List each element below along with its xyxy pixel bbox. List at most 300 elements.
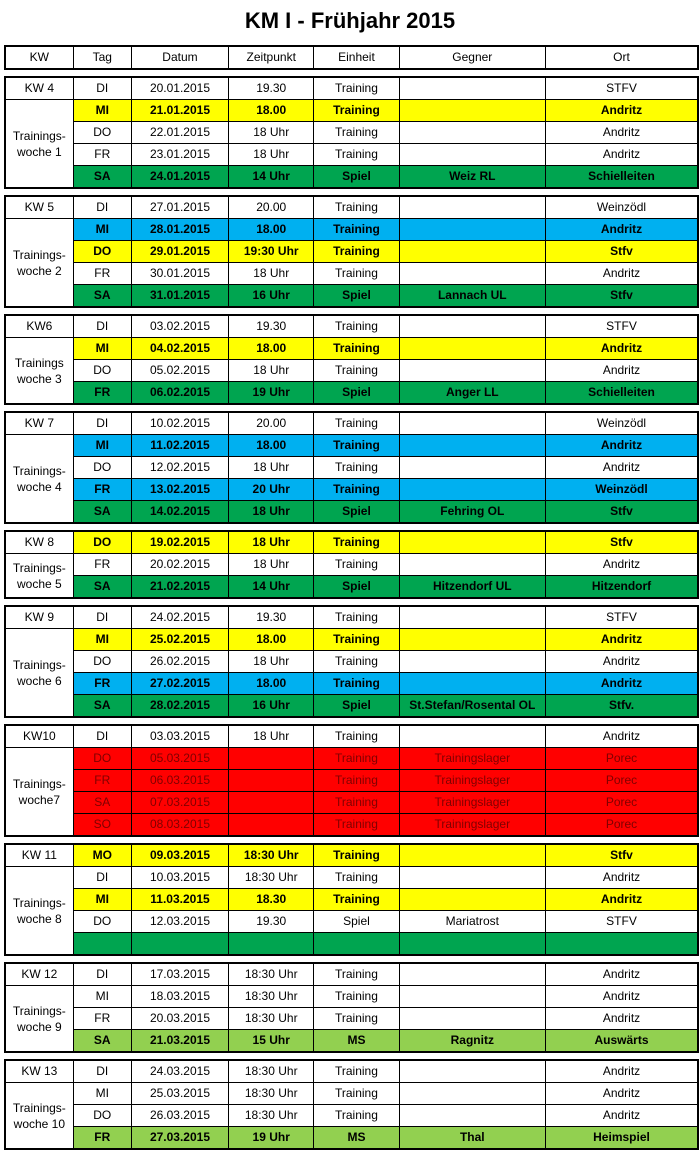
cell-gegner <box>399 122 545 144</box>
cell-datum: 21.03.2015 <box>131 1030 228 1053</box>
cell-gegner <box>399 867 545 889</box>
cell-ort: STFV <box>546 606 699 629</box>
cell-einheit: Training <box>314 412 399 435</box>
schedule-row <box>5 382 698 405</box>
cell-einheit: Training <box>314 219 399 241</box>
schedule-row <box>5 501 698 524</box>
cell-datum: 13.02.2015 <box>131 479 228 501</box>
cell-ort: Andritz <box>546 986 699 1008</box>
cell-ort: Andritz <box>546 629 699 651</box>
cell-datum: 25.03.2015 <box>131 1083 228 1105</box>
cell-zeit: 18 Uhr <box>229 360 314 382</box>
cell-ort: Stfv <box>546 285 699 308</box>
cell-einheit: Spiel <box>314 911 399 933</box>
schedule-row <box>5 867 698 889</box>
cell-zeit: 18:30 Uhr <box>229 963 314 986</box>
week-block <box>4 76 699 189</box>
cell-zeit: 18.00 <box>229 435 314 457</box>
cell-datum: 09.03.2015 <box>131 844 228 867</box>
schedule-row <box>5 457 698 479</box>
cell-gegner: Fehring OL <box>399 501 545 524</box>
schedule-row <box>5 360 698 382</box>
cell-ort: Andritz <box>546 338 699 360</box>
cell-gegner <box>399 196 545 219</box>
cell-einheit: Training <box>314 315 399 338</box>
cell-einheit: Training <box>314 606 399 629</box>
cell-gegner <box>399 144 545 166</box>
cell-einheit: Training <box>314 844 399 867</box>
cell-datum: 23.01.2015 <box>131 144 228 166</box>
cell-gegner: Mariatrost <box>399 911 545 933</box>
cell-ort: Auswärts <box>546 1030 699 1053</box>
schedule-row <box>5 889 698 911</box>
cell-einheit: Training <box>314 963 399 986</box>
cell-tag: SA <box>73 792 131 814</box>
cell-tag: DO <box>73 748 131 770</box>
cell-einheit: Training <box>314 479 399 501</box>
cell-datum: 22.01.2015 <box>131 122 228 144</box>
week-label: Trainings- woche 4 <box>5 435 73 524</box>
cell-ort: Andritz <box>546 219 699 241</box>
cell-gegner <box>399 1105 545 1127</box>
week-number: KW 5 <box>5 196 73 219</box>
week-label: Trainings- woche 5 <box>5 554 73 599</box>
cell-datum: 06.02.2015 <box>131 382 228 405</box>
schedule-row <box>5 479 698 501</box>
cell-gegner <box>399 241 545 263</box>
schedule-row <box>5 77 698 100</box>
cell-zeit: 15 Uhr <box>229 1030 314 1053</box>
schedule-row <box>5 100 698 122</box>
week-label: Trainings- woche 9 <box>5 986 73 1053</box>
week-block <box>4 195 699 308</box>
cell-ort: Stfv <box>546 531 699 554</box>
cell-tag: FR <box>73 554 131 576</box>
cell-tag: MI <box>73 889 131 911</box>
cell-datum: 12.02.2015 <box>131 457 228 479</box>
cell-gegner: Trainingslager <box>399 770 545 792</box>
cell-tag: DO <box>73 1105 131 1127</box>
cell-zeit: 18:30 Uhr <box>229 1060 314 1083</box>
cell-zeit: 16 Uhr <box>229 285 314 308</box>
cell-gegner: Hitzendorf UL <box>399 576 545 599</box>
cell-einheit: Training <box>314 144 399 166</box>
week-label: Trainings woche 3 <box>5 338 73 405</box>
cell-einheit: Training <box>314 241 399 263</box>
cell-datum: 24.01.2015 <box>131 166 228 189</box>
cell-datum: 20.03.2015 <box>131 1008 228 1030</box>
week-label: Trainings- woche 10 <box>5 1083 73 1150</box>
cell-tag: FR <box>73 1008 131 1030</box>
week-block <box>4 962 699 1053</box>
week-label: Trainings- woche7 <box>5 748 73 837</box>
cell-ort: Andritz <box>546 673 699 695</box>
cell-tag: DI <box>73 315 131 338</box>
schedule-row <box>5 606 698 629</box>
schedule-row <box>5 748 698 770</box>
cell-einheit: Training <box>314 1083 399 1105</box>
cell-gegner <box>399 673 545 695</box>
week-label: Trainings- woche 2 <box>5 219 73 308</box>
cell-tag: SO <box>73 814 131 837</box>
cell-tag: DI <box>73 1060 131 1083</box>
page-title: KM I - Frühjahr 2015 <box>244 8 456 33</box>
cell-datum: 17.03.2015 <box>131 963 228 986</box>
week-block <box>4 843 699 956</box>
cell-zeit: 18.00 <box>229 673 314 695</box>
cell-zeit: 18 Uhr <box>229 531 314 554</box>
cell-einheit: Spiel <box>314 382 399 405</box>
cell-zeit: 18 Uhr <box>229 457 314 479</box>
cell-tag: MI <box>73 219 131 241</box>
schedule-row <box>5 166 698 189</box>
schedule-row <box>5 651 698 673</box>
column-header-0: KW <box>5 46 73 69</box>
cell-datum: 14.02.2015 <box>131 501 228 524</box>
cell-tag: DI <box>73 867 131 889</box>
cell-tag: MI <box>73 435 131 457</box>
cell-gegner <box>399 435 545 457</box>
cell-gegner: Ragnitz <box>399 1030 545 1053</box>
cell-datum: 27.03.2015 <box>131 1127 228 1150</box>
cell-gegner <box>399 889 545 911</box>
cell-einheit: Spiel <box>314 576 399 599</box>
cell-tag: DO <box>73 360 131 382</box>
cell-gegner <box>399 606 545 629</box>
cell-tag: DO <box>73 651 131 673</box>
cell-tag: SA <box>73 576 131 599</box>
column-header-6: Ort <box>546 46 699 69</box>
cell-datum: 08.03.2015 <box>131 814 228 837</box>
cell-datum: 12.03.2015 <box>131 911 228 933</box>
cell-zeit <box>229 814 314 837</box>
cell-gegner: St.Stefan/Rosental OL <box>399 695 545 718</box>
header-table <box>4 45 699 70</box>
cell-ort: Andritz <box>546 651 699 673</box>
cell-tag: MI <box>73 629 131 651</box>
cell-einheit: Training <box>314 338 399 360</box>
cell-einheit: Training <box>314 196 399 219</box>
cell-datum: 28.02.2015 <box>131 695 228 718</box>
cell-ort: STFV <box>546 911 699 933</box>
cell-einheit: Training <box>314 673 399 695</box>
cell-datum: 10.02.2015 <box>131 412 228 435</box>
cell-gegner: Weiz RL <box>399 166 545 189</box>
cell-datum: 11.02.2015 <box>131 435 228 457</box>
cell-einheit: Training <box>314 651 399 673</box>
cell-datum: 04.02.2015 <box>131 338 228 360</box>
cell-tag: MO <box>73 844 131 867</box>
cell-zeit: 18 Uhr <box>229 122 314 144</box>
cell-gegner <box>399 360 545 382</box>
cell-zeit: 18 Uhr <box>229 725 314 748</box>
cell-zeit: 18.30 <box>229 889 314 911</box>
cell-datum: 20.02.2015 <box>131 554 228 576</box>
cell-ort: Andritz <box>546 1060 699 1083</box>
cell-ort: Heimspiel <box>546 1127 699 1150</box>
schedule-row <box>5 219 698 241</box>
cell-datum: 03.02.2015 <box>131 315 228 338</box>
cell-tag: DI <box>73 725 131 748</box>
cell-ort: Hitzendorf <box>546 576 699 599</box>
cell-gegner: Trainingslager <box>399 792 545 814</box>
cell-einheit: Training <box>314 122 399 144</box>
cell-ort: Stfv. <box>546 695 699 718</box>
cell-tag: FR <box>73 479 131 501</box>
week-number: KW 13 <box>5 1060 73 1083</box>
cell-ort: Andritz <box>546 867 699 889</box>
cell-ort: Andritz <box>546 554 699 576</box>
cell-datum: 26.03.2015 <box>131 1105 228 1127</box>
cell-gegner <box>399 725 545 748</box>
schedule-row <box>5 263 698 285</box>
cell-datum: 18.03.2015 <box>131 986 228 1008</box>
cell-einheit: Training <box>314 100 399 122</box>
cell-zeit: 18.00 <box>229 338 314 360</box>
cell-datum: 21.01.2015 <box>131 100 228 122</box>
cell-tag: SA <box>73 501 131 524</box>
cell-einheit: Spiel <box>314 695 399 718</box>
cell-gegner <box>399 651 545 673</box>
week-label: Trainings- woche 1 <box>5 100 73 189</box>
cell-ort: Andritz <box>546 263 699 285</box>
cell-tag: MI <box>73 986 131 1008</box>
cell-gegner <box>399 338 545 360</box>
header-row <box>5 46 698 69</box>
cell-zeit: 18:30 Uhr <box>229 867 314 889</box>
schedule-row <box>5 241 698 263</box>
cell-einheit: Training <box>314 629 399 651</box>
schedule-row <box>5 531 698 554</box>
cell-ort: Weinzödl <box>546 196 699 219</box>
column-header-2: Datum <box>131 46 228 69</box>
cell-zeit <box>229 933 314 956</box>
cell-zeit: 20.00 <box>229 412 314 435</box>
cell-gegner: Trainingslager <box>399 814 545 837</box>
cell-einheit: Spiel <box>314 501 399 524</box>
cell-ort: Porec <box>546 748 699 770</box>
cell-gegner <box>399 844 545 867</box>
cell-tag: FR <box>73 770 131 792</box>
schedule-row <box>5 285 698 308</box>
cell-ort: Andritz <box>546 1008 699 1030</box>
cell-datum: 11.03.2015 <box>131 889 228 911</box>
cell-einheit: Training <box>314 360 399 382</box>
cell-zeit: 18 Uhr <box>229 263 314 285</box>
cell-datum: 31.01.2015 <box>131 285 228 308</box>
week-block <box>4 605 699 718</box>
cell-ort: STFV <box>546 315 699 338</box>
cell-tag: SA <box>73 695 131 718</box>
schedule-row <box>5 673 698 695</box>
cell-zeit: 18:30 Uhr <box>229 1083 314 1105</box>
cell-datum: 03.03.2015 <box>131 725 228 748</box>
cell-ort: Stfv <box>546 241 699 263</box>
cell-datum: 29.01.2015 <box>131 241 228 263</box>
cell-zeit: 20.00 <box>229 196 314 219</box>
week-number: KW 8 <box>5 531 73 554</box>
cell-tag: DI <box>73 412 131 435</box>
cell-datum: 30.01.2015 <box>131 263 228 285</box>
schedule-row <box>5 1060 698 1083</box>
cell-ort: Andritz <box>546 1083 699 1105</box>
schedule-row <box>5 963 698 986</box>
cell-tag: FR <box>73 263 131 285</box>
schedule-row <box>5 770 698 792</box>
cell-ort: Andritz <box>546 360 699 382</box>
schedule-row <box>5 844 698 867</box>
cell-gegner <box>399 963 545 986</box>
cell-zeit: 16 Uhr <box>229 695 314 718</box>
cell-tag: MI <box>73 338 131 360</box>
cell-datum: 27.02.2015 <box>131 673 228 695</box>
cell-einheit: Training <box>314 814 399 837</box>
cell-tag: DI <box>73 963 131 986</box>
cell-einheit: Spiel <box>314 166 399 189</box>
cell-gegner <box>399 457 545 479</box>
cell-datum: 20.01.2015 <box>131 77 228 100</box>
cell-einheit <box>314 933 399 956</box>
cell-ort: Porec <box>546 770 699 792</box>
column-header-5: Gegner <box>399 46 545 69</box>
cell-zeit: 18:30 Uhr <box>229 1008 314 1030</box>
cell-ort: Porec <box>546 792 699 814</box>
schedule-row <box>5 814 698 837</box>
cell-einheit: MS <box>314 1030 399 1053</box>
cell-gegner <box>399 479 545 501</box>
cell-tag: DO <box>73 911 131 933</box>
cell-zeit: 19.30 <box>229 911 314 933</box>
cell-gegner <box>399 315 545 338</box>
week-number: KW 9 <box>5 606 73 629</box>
schedule-row <box>5 315 698 338</box>
cell-einheit: Training <box>314 435 399 457</box>
cell-einheit: Training <box>314 725 399 748</box>
cell-zeit: 18 Uhr <box>229 554 314 576</box>
schedule-row <box>5 1083 698 1105</box>
cell-zeit: 18.00 <box>229 100 314 122</box>
cell-zeit: 18:30 Uhr <box>229 844 314 867</box>
cell-ort: Weinzödl <box>546 479 699 501</box>
cell-datum: 28.01.2015 <box>131 219 228 241</box>
cell-tag: FR <box>73 1127 131 1150</box>
cell-gegner <box>399 554 545 576</box>
week-number: KW 12 <box>5 963 73 986</box>
cell-einheit: Training <box>314 554 399 576</box>
cell-einheit: Training <box>314 457 399 479</box>
schedule-row <box>5 629 698 651</box>
cell-tag <box>73 933 131 956</box>
cell-zeit: 19 Uhr <box>229 1127 314 1150</box>
schedule-row <box>5 122 698 144</box>
schedule-row <box>5 695 698 718</box>
cell-zeit: 20 Uhr <box>229 479 314 501</box>
cell-zeit: 14 Uhr <box>229 576 314 599</box>
cell-einheit: Training <box>314 889 399 911</box>
cell-gegner <box>399 629 545 651</box>
cell-tag: DI <box>73 77 131 100</box>
cell-tag: MI <box>73 1083 131 1105</box>
cell-einheit: Training <box>314 986 399 1008</box>
cell-zeit: 18 Uhr <box>229 651 314 673</box>
cell-gegner <box>399 1060 545 1083</box>
cell-tag: SA <box>73 166 131 189</box>
cell-gegner <box>399 531 545 554</box>
cell-zeit: 18:30 Uhr <box>229 986 314 1008</box>
column-header-4: Einheit <box>314 46 399 69</box>
week-number: KW10 <box>5 725 73 748</box>
cell-datum: 27.01.2015 <box>131 196 228 219</box>
cell-einheit: Training <box>314 531 399 554</box>
cell-tag: MI <box>73 100 131 122</box>
cell-einheit: Training <box>314 867 399 889</box>
cell-tag: SA <box>73 285 131 308</box>
cell-ort <box>546 933 699 956</box>
schedule-row <box>5 1105 698 1127</box>
cell-zeit: 14 Uhr <box>229 166 314 189</box>
column-header-3: Zeitpunkt <box>229 46 314 69</box>
cell-einheit: Training <box>314 770 399 792</box>
cell-zeit: 18.00 <box>229 219 314 241</box>
cell-tag: DO <box>73 531 131 554</box>
cell-datum: 26.02.2015 <box>131 651 228 673</box>
schedule-row <box>5 1127 698 1150</box>
cell-zeit: 18 Uhr <box>229 501 314 524</box>
cell-ort: Andritz <box>546 725 699 748</box>
cell-gegner: Trainingslager <box>399 748 545 770</box>
cell-gegner <box>399 1083 545 1105</box>
week-block <box>4 724 699 837</box>
cell-zeit: 19.30 <box>229 315 314 338</box>
cell-ort: Schielleiten <box>546 382 699 405</box>
cell-einheit: Training <box>314 1008 399 1030</box>
schedule-row <box>5 554 698 576</box>
cell-einheit: Training <box>314 748 399 770</box>
schedule-row <box>5 144 698 166</box>
cell-zeit <box>229 748 314 770</box>
cell-tag: FR <box>73 144 131 166</box>
cell-ort: Andritz <box>546 1105 699 1127</box>
cell-ort: Andritz <box>546 889 699 911</box>
cell-datum: 24.03.2015 <box>131 1060 228 1083</box>
schedule-row <box>5 792 698 814</box>
schedule-row <box>5 1008 698 1030</box>
schedule-row <box>5 986 698 1008</box>
cell-einheit: Training <box>314 1105 399 1127</box>
schedule-row <box>5 412 698 435</box>
cell-gegner <box>399 412 545 435</box>
cell-zeit: 19 Uhr <box>229 382 314 405</box>
week-number: KW 11 <box>5 844 73 867</box>
cell-einheit: Training <box>314 77 399 100</box>
cell-zeit: 18:30 Uhr <box>229 1105 314 1127</box>
cell-ort: Weinzödl <box>546 412 699 435</box>
week-block <box>4 530 699 599</box>
cell-datum <box>131 933 228 956</box>
schedule-row <box>5 725 698 748</box>
cell-tag: SA <box>73 1030 131 1053</box>
cell-tag: DO <box>73 122 131 144</box>
schedule-row <box>5 933 698 956</box>
cell-gegner: Lannach UL <box>399 285 545 308</box>
cell-tag: DI <box>73 606 131 629</box>
cell-gegner <box>399 1008 545 1030</box>
cell-zeit <box>229 770 314 792</box>
cell-datum: 10.03.2015 <box>131 867 228 889</box>
week-block <box>4 314 699 405</box>
cell-ort: Stfv <box>546 844 699 867</box>
cell-datum: 06.03.2015 <box>131 770 228 792</box>
